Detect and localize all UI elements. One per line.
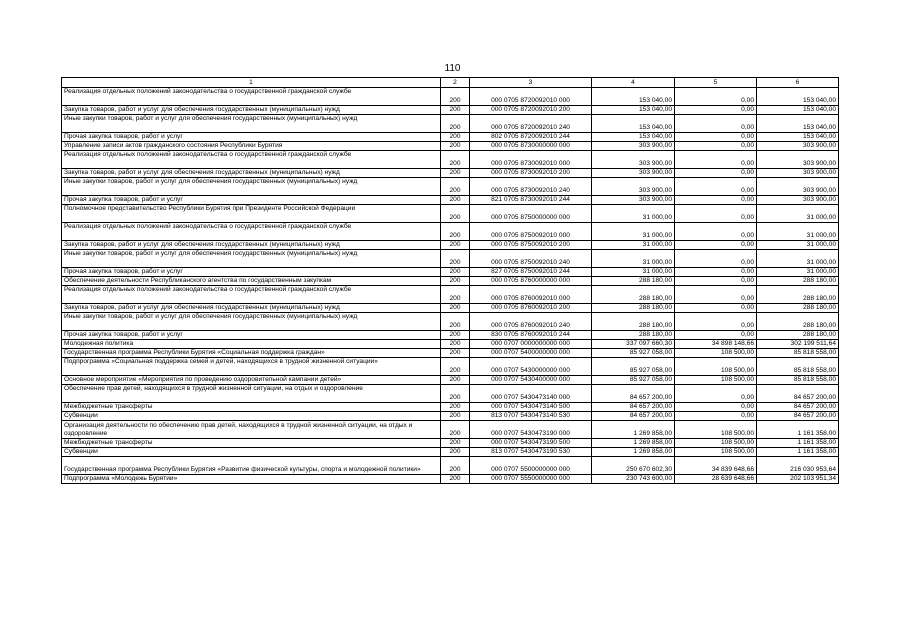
row-code-cell: 200 xyxy=(441,115,470,133)
row-kbk-cell: 000 0705 8720092010 240 xyxy=(470,115,592,133)
row-name-cell: Полномочное представительство Республики Бурятия при Президенте Российской Федерации xyxy=(62,205,441,223)
row-code-cell: 200 xyxy=(441,340,470,349)
table-row xyxy=(62,106,839,115)
row-name-cell: Субвенции xyxy=(62,412,441,421)
row-amount-col6-cell: 84 657 200,00 xyxy=(757,412,839,421)
row-amount-col5-cell: 0,00 xyxy=(675,115,757,133)
row-amount-col6-cell: 303 900,00 xyxy=(757,151,839,169)
row-amount-col5-cell: 0,00 xyxy=(675,385,757,403)
row-amount-col5-cell: 0,00 xyxy=(675,313,757,331)
table-row xyxy=(62,133,839,142)
row-amount-col6-cell: 202 103 951,34 xyxy=(757,475,839,484)
row-code-cell: 200 xyxy=(441,286,470,304)
row-name-cell: Реализация отдельных положений законодательства о государственной гражданской службе xyxy=(62,223,441,241)
row-name-cell: Закупка товаров, работ и услуг для обеспечения государственных (муниципальных) нужд xyxy=(62,304,441,313)
table-row xyxy=(62,142,839,151)
table-row xyxy=(62,88,839,106)
row-amount-col4-cell: 31 000,00 xyxy=(592,250,675,268)
column-header-6: 6 xyxy=(757,78,839,88)
row-amount-col4-cell: 288 180,00 xyxy=(592,313,675,331)
row-kbk-cell: 000 0705 8750000000 000 xyxy=(470,205,592,223)
row-amount-col6-cell: 303 900,00 xyxy=(757,196,839,205)
row-amount-col4-cell: 153 040,00 xyxy=(592,133,675,142)
row-kbk-cell: 827 0705 8750092010 244 xyxy=(470,268,592,277)
table-row xyxy=(62,241,839,250)
row-kbk-cell: 000 0705 8750092010 200 xyxy=(470,241,592,250)
row-amount-col5-cell: 0,00 xyxy=(675,304,757,313)
row-code-cell: 200 xyxy=(441,358,470,376)
row-amount-col6-cell: 31 000,00 xyxy=(757,223,839,241)
row-code-cell: 200 xyxy=(441,142,470,151)
row-amount-col4-cell: 288 180,00 xyxy=(592,286,675,304)
row-amount-col6-cell: 31 000,00 xyxy=(757,250,839,268)
row-kbk-cell: 000 0707 5430473190 500 xyxy=(470,439,592,448)
row-amount-col5-cell: 0,00 xyxy=(675,133,757,142)
row-code-cell: 200 xyxy=(441,304,470,313)
row-amount-col4-cell: 31 000,00 xyxy=(592,205,675,223)
row-amount-col4-cell: 84 657 200,00 xyxy=(592,412,675,421)
row-amount-col5-cell: 34 839 648,66 xyxy=(675,457,757,475)
row-code-cell: 200 xyxy=(441,349,470,358)
row-amount-col4-cell: 303 900,00 xyxy=(592,169,675,178)
table-row xyxy=(62,277,839,286)
row-name-cell: Иные закупки товаров, работ и услуг для обеспечения государственных (муниципальных) нужд xyxy=(62,115,441,133)
row-kbk-cell: 830 0705 8760092010 244 xyxy=(470,331,592,340)
row-kbk-cell: 813 0707 5430473190 530 xyxy=(470,448,592,457)
row-amount-col4-cell: 84 657 200,00 xyxy=(592,403,675,412)
table-row xyxy=(62,448,839,457)
row-kbk-cell: 000 0705 8750092010 240 xyxy=(470,250,592,268)
row-amount-col4-cell: 85 927 058,00 xyxy=(592,349,675,358)
row-name-cell: Управление записи актов гражданского состояния Республики Бурятия xyxy=(62,142,441,151)
row-code-cell: 200 xyxy=(441,268,470,277)
row-name-cell: Иные закупки товаров, работ и услуг для обеспечения государственных (муниципальных) нужд xyxy=(62,250,441,268)
row-name-cell: Прочая закупка товаров, работ и услуг xyxy=(62,196,441,205)
row-amount-col6-cell: 1 161 358,00 xyxy=(757,421,839,439)
row-amount-col5-cell: 0,00 xyxy=(675,250,757,268)
row-amount-col4-cell: 31 000,00 xyxy=(592,223,675,241)
table-row xyxy=(62,151,839,169)
row-amount-col5-cell: 0,00 xyxy=(675,178,757,196)
row-name-cell: Закупка товаров, работ и услуг для обеспечения государственных (муниципальных) нужд xyxy=(62,106,441,115)
row-name-cell: Субвенции xyxy=(62,448,441,457)
row-kbk-cell: 000 0705 8730000000 000 xyxy=(470,142,592,151)
table-row xyxy=(62,358,839,376)
table-row xyxy=(62,376,839,385)
row-code-cell: 200 xyxy=(441,403,470,412)
row-amount-col4-cell: 303 900,00 xyxy=(592,196,675,205)
table-row xyxy=(62,403,839,412)
row-name-cell: Прочая закупка товаров, работ и услуг xyxy=(62,268,441,277)
row-amount-col6-cell: 153 040,00 xyxy=(757,133,839,142)
row-amount-col6-cell: 31 000,00 xyxy=(757,205,839,223)
table-row xyxy=(62,286,839,304)
row-amount-col5-cell: 0,00 xyxy=(675,223,757,241)
row-kbk-cell: 000 0707 5430000000 000 xyxy=(470,358,592,376)
row-code-cell: 200 xyxy=(441,196,470,205)
row-amount-col6-cell: 288 180,00 xyxy=(757,286,839,304)
row-name-cell: Реализация отдельных положений законодательства о государственной гражданской службе xyxy=(62,286,441,304)
row-amount-col5-cell: 108 500,00 xyxy=(675,421,757,439)
table-row xyxy=(62,421,839,439)
row-kbk-cell: 000 0705 8730092010 240 xyxy=(470,178,592,196)
row-code-cell: 200 xyxy=(441,412,470,421)
row-kbk-cell: 000 0707 5430473140 500 xyxy=(470,403,592,412)
row-amount-col5-cell: 0,00 xyxy=(675,268,757,277)
row-amount-col5-cell: 0,00 xyxy=(675,169,757,178)
row-amount-col6-cell: 84 657 200,00 xyxy=(757,403,839,412)
row-code-cell: 200 xyxy=(441,169,470,178)
row-amount-col5-cell: 0,00 xyxy=(675,106,757,115)
row-amount-col5-cell: 0,00 xyxy=(675,196,757,205)
row-name-cell: Основное мероприятие «Мероприятия по проведению оздоровительной кампании детей» xyxy=(62,376,441,385)
row-code-cell: 200 xyxy=(441,205,470,223)
row-amount-col6-cell: 1 161 358,00 xyxy=(757,439,839,448)
row-amount-col5-cell: 108 500,00 xyxy=(675,349,757,358)
row-kbk-cell: 000 0707 5430400000 000 xyxy=(470,376,592,385)
row-code-cell: 200 xyxy=(441,376,470,385)
row-kbk-cell: 000 0705 8760000000 000 xyxy=(470,277,592,286)
row-kbk-cell: 000 0707 5500000000 000 xyxy=(470,457,592,475)
table-row xyxy=(62,457,839,475)
row-amount-col4-cell: 303 900,00 xyxy=(592,178,675,196)
row-kbk-cell: 802 0705 8720092010 244 xyxy=(470,133,592,142)
row-amount-col4-cell: 1 269 858,00 xyxy=(592,439,675,448)
table-row xyxy=(62,340,839,349)
row-kbk-cell: 821 0705 8730092010 244 xyxy=(470,196,592,205)
table-row xyxy=(62,349,839,358)
row-code-cell: 200 xyxy=(441,331,470,340)
row-code-cell: 200 xyxy=(441,178,470,196)
row-name-cell: Реализация отдельных положений законодательства о государственной гражданской службе xyxy=(62,151,441,169)
table-row xyxy=(62,268,839,277)
row-amount-col5-cell: 0,00 xyxy=(675,151,757,169)
row-amount-col4-cell: 230 743 600,00 xyxy=(592,475,675,484)
row-amount-col5-cell: 0,00 xyxy=(675,205,757,223)
column-header-4: 4 xyxy=(592,78,675,88)
table-row xyxy=(62,223,839,241)
table-row xyxy=(62,412,839,421)
row-name-cell: Организация деятельности по обеспечению прав детей, находящихся в трудной жизненной ситуации, на отдых и оздоровление xyxy=(62,421,441,439)
row-amount-col6-cell: 303 900,00 xyxy=(757,142,839,151)
table-body xyxy=(62,78,839,484)
row-amount-col5-cell: 0,00 xyxy=(675,331,757,340)
table-row xyxy=(62,196,839,205)
row-name-cell: Государственная программа Республики Бурятия «Социальная поддержка граждан» xyxy=(62,349,441,358)
row-name-cell: Прочая закупка товаров, работ и услуг xyxy=(62,331,441,340)
table-row xyxy=(62,385,839,403)
budget-table xyxy=(61,77,839,484)
row-amount-col4-cell: 288 180,00 xyxy=(592,331,675,340)
table-row xyxy=(62,331,839,340)
row-kbk-cell: 000 0707 5430473140 000 xyxy=(470,385,592,403)
table-row xyxy=(62,205,839,223)
page-number: 110 xyxy=(444,63,461,74)
table-row xyxy=(62,178,839,196)
row-amount-col5-cell: 0,00 xyxy=(675,241,757,250)
row-name-cell: Иные закупки товаров, работ и услуг для обеспечения государственных (муниципальных) нужд xyxy=(62,313,441,331)
row-name-cell: Подпрограмма «Социальная поддержка семей и детей, находящихся в трудной жизненной ситуации» xyxy=(62,358,441,376)
row-amount-col6-cell: 303 900,00 xyxy=(757,169,839,178)
row-name-cell: Закупка товаров, работ и услуг для обеспечения государственных (муниципальных) нужд xyxy=(62,169,441,178)
row-code-cell: 200 xyxy=(441,457,470,475)
row-amount-col6-cell: 85 818 558,00 xyxy=(757,349,839,358)
row-code-cell: 200 xyxy=(441,241,470,250)
row-amount-col6-cell: 288 180,00 xyxy=(757,313,839,331)
row-amount-col5-cell: 0,00 xyxy=(675,403,757,412)
row-name-cell: Реализация отдельных положений законодательства о государственной гражданской службе xyxy=(62,88,441,106)
row-kbk-cell: 813 0707 5430473140 530 xyxy=(470,412,592,421)
row-amount-col4-cell: 337 097 660,30 xyxy=(592,340,675,349)
row-kbk-cell: 000 0705 8760092010 200 xyxy=(470,304,592,313)
row-code-cell: 200 xyxy=(441,385,470,403)
column-header-1: 1 xyxy=(62,78,441,88)
row-amount-col5-cell: 108 500,00 xyxy=(675,448,757,457)
row-amount-col5-cell: 0,00 xyxy=(675,286,757,304)
row-code-cell: 200 xyxy=(441,151,470,169)
row-kbk-cell: 000 0705 8760092010 000 xyxy=(470,286,592,304)
row-kbk-cell: 000 0707 5430473190 000 xyxy=(470,421,592,439)
row-amount-col6-cell: 153 040,00 xyxy=(757,88,839,106)
row-amount-col4-cell: 250 670 602,30 xyxy=(592,457,675,475)
table-row xyxy=(62,115,839,133)
row-name-cell: Молодежная политика xyxy=(62,340,441,349)
row-code-cell: 200 xyxy=(441,421,470,439)
row-code-cell: 200 xyxy=(441,250,470,268)
row-amount-col6-cell: 85 818 558,00 xyxy=(757,376,839,385)
row-code-cell: 200 xyxy=(441,475,470,484)
row-amount-col6-cell: 288 180,00 xyxy=(757,331,839,340)
row-name-cell: Прочая закупка товаров, работ и услуг xyxy=(62,133,441,142)
row-amount-col6-cell: 31 000,00 xyxy=(757,268,839,277)
row-amount-col5-cell: 0,00 xyxy=(675,88,757,106)
row-amount-col4-cell: 153 040,00 xyxy=(592,88,675,106)
column-header-2: 2 xyxy=(441,78,470,88)
row-amount-col6-cell: 302 199 511,64 xyxy=(757,340,839,349)
row-amount-col6-cell: 1 161 358,00 xyxy=(757,448,839,457)
row-name-cell: Закупка товаров, работ и услуг для обеспечения государственных (муниципальных) нужд xyxy=(62,241,441,250)
table-row xyxy=(62,313,839,331)
row-amount-col4-cell: 153 040,00 xyxy=(592,115,675,133)
row-code-cell: 200 xyxy=(441,88,470,106)
row-amount-col6-cell: 153 040,00 xyxy=(757,115,839,133)
row-amount-col5-cell: 108 500,00 xyxy=(675,358,757,376)
row-code-cell: 200 xyxy=(441,448,470,457)
row-code-cell: 200 xyxy=(441,223,470,241)
row-kbk-cell: 000 0705 8760092010 240 xyxy=(470,313,592,331)
row-amount-col4-cell: 288 180,00 xyxy=(592,304,675,313)
row-amount-col4-cell: 31 000,00 xyxy=(592,268,675,277)
row-amount-col6-cell: 216 030 953,64 xyxy=(757,457,839,475)
row-amount-col5-cell: 0,00 xyxy=(675,412,757,421)
row-name-cell: Подпрограмма «Молодежь Бурятии» xyxy=(62,475,441,484)
row-code-cell: 200 xyxy=(441,133,470,142)
row-kbk-cell: 000 0705 8750092010 000 xyxy=(470,223,592,241)
row-kbk-cell: 000 0705 8730092010 000 xyxy=(470,151,592,169)
row-amount-col4-cell: 85 927 058,00 xyxy=(592,358,675,376)
row-amount-col5-cell: 28 639 648,66 xyxy=(675,475,757,484)
row-amount-col6-cell: 85 818 558,00 xyxy=(757,358,839,376)
row-amount-col6-cell: 303 900,00 xyxy=(757,178,839,196)
table-row xyxy=(62,439,839,448)
row-name-cell: Обеспечение деятельности Республиканского агентства по государственным закупкам xyxy=(62,277,441,286)
row-code-cell: 200 xyxy=(441,313,470,331)
column-header-3: 3 xyxy=(470,78,592,88)
row-amount-col5-cell: 108 500,00 xyxy=(675,439,757,448)
table-row xyxy=(62,304,839,313)
row-name-cell: Межбюджетные трансферты xyxy=(62,403,441,412)
row-amount-col4-cell: 85 927 058,00 xyxy=(592,376,675,385)
row-amount-col5-cell: 34 898 148,66 xyxy=(675,340,757,349)
row-amount-col6-cell: 31 000,00 xyxy=(757,241,839,250)
row-amount-col4-cell: 1 269 858,00 xyxy=(592,421,675,439)
row-amount-col5-cell: 0,00 xyxy=(675,142,757,151)
row-code-cell: 200 xyxy=(441,439,470,448)
row-kbk-cell: 000 0707 0000000000 000 xyxy=(470,340,592,349)
row-amount-col6-cell: 288 180,00 xyxy=(757,277,839,286)
row-kbk-cell: 000 0705 8720092010 000 xyxy=(470,88,592,106)
row-name-cell: Государственная программа Республики Бурятия «Развитие физической культуры, спорта и молодежной политики» xyxy=(62,457,441,475)
row-name-cell: Иные закупки товаров, работ и услуг для обеспечения государственных (муниципальных) нужд xyxy=(62,178,441,196)
row-amount-col6-cell: 153 040,00 xyxy=(757,106,839,115)
row-amount-col6-cell: 288 180,00 xyxy=(757,304,839,313)
row-name-cell: Обеспечение прав детей, находящихся в трудной жизненной ситуации, на отдых и оздоровление xyxy=(62,385,441,403)
row-amount-col4-cell: 303 900,00 xyxy=(592,142,675,151)
table-row xyxy=(62,169,839,178)
row-amount-col4-cell: 84 657 200,00 xyxy=(592,385,675,403)
row-code-cell: 200 xyxy=(441,106,470,115)
row-code-cell: 200 xyxy=(441,277,470,286)
row-amount-col5-cell: 0,00 xyxy=(675,277,757,286)
row-kbk-cell: 000 0707 5400000000 000 xyxy=(470,349,592,358)
column-header-5: 5 xyxy=(675,78,757,88)
row-kbk-cell: 000 0705 8730092010 200 xyxy=(470,169,592,178)
row-amount-col4-cell: 303 900,00 xyxy=(592,151,675,169)
table-row xyxy=(62,250,839,268)
row-kbk-cell: 000 0705 8720092010 200 xyxy=(470,106,592,115)
row-kbk-cell: 000 0707 5550000000 000 xyxy=(470,475,592,484)
row-amount-col5-cell: 108 500,00 xyxy=(675,376,757,385)
table-row xyxy=(62,475,839,484)
column-header-row xyxy=(62,78,839,88)
row-amount-col4-cell: 153 040,00 xyxy=(592,106,675,115)
row-amount-col4-cell: 1 269 858,00 xyxy=(592,448,675,457)
row-amount-col4-cell: 288 180,00 xyxy=(592,277,675,286)
row-name-cell: Межбюджетные трансферты xyxy=(62,439,441,448)
row-amount-col4-cell: 31 000,00 xyxy=(592,241,675,250)
row-amount-col6-cell: 84 657 200,00 xyxy=(757,385,839,403)
